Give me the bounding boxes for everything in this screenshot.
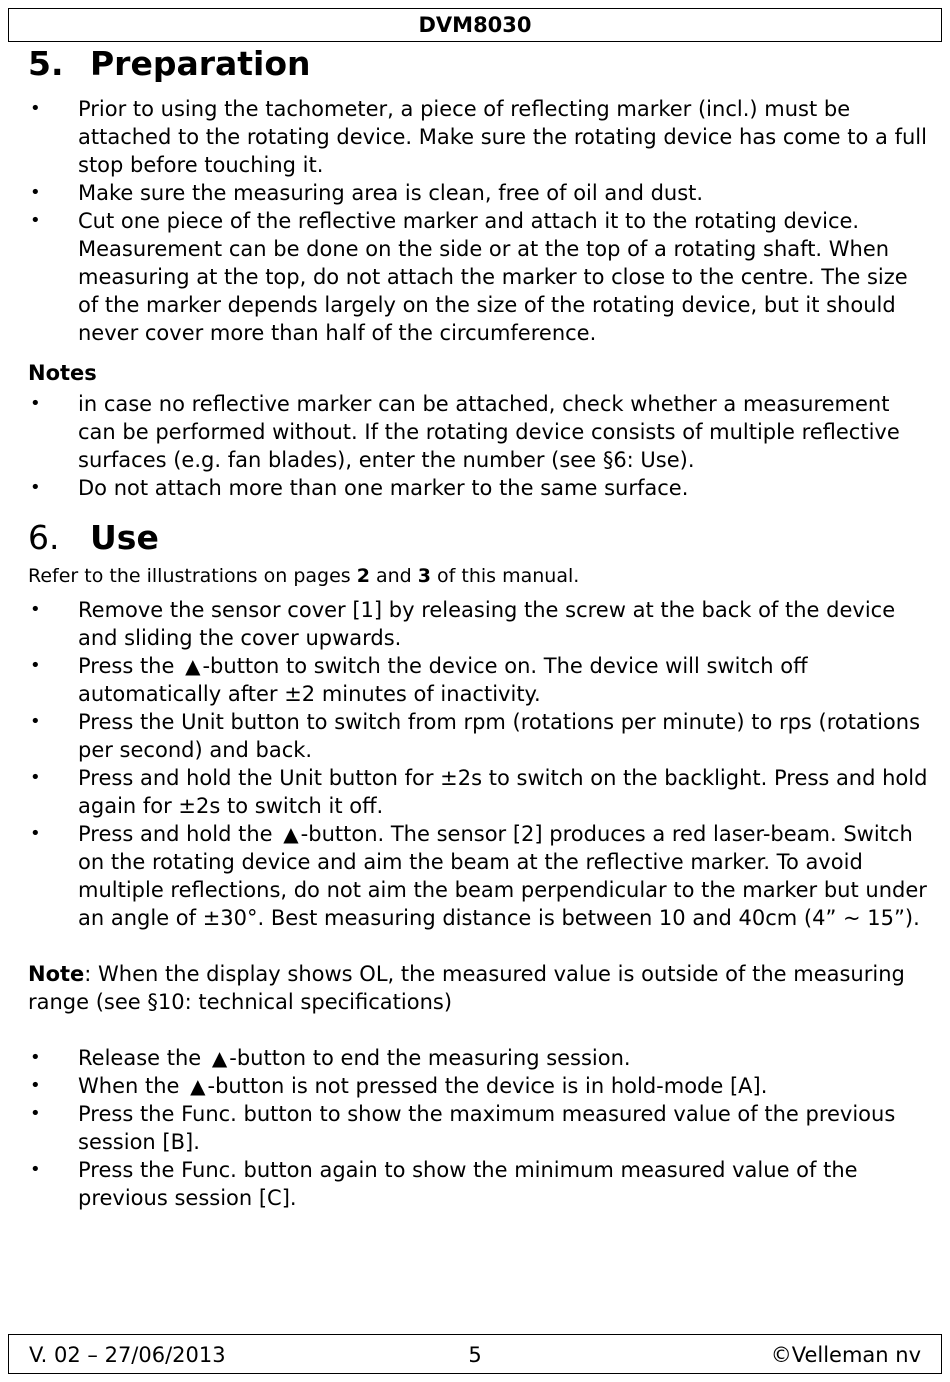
notes-list: [28, 390, 928, 502]
list-item: • Press and hold the ▲-button. The sensor [2] produces a red laser-beam. Switch on the rotating device and aim the beam at the reflective marker. To avoid multiple reflections, do not aim the beam perpendicular to the marker but under an angle of ±30°. Best measuring distance is between 10 and 40cm (4” ~ 15”).: [28, 820, 928, 932]
use-list: [28, 596, 928, 932]
list-item: • Press the ▲-button to switch the device on. The device will switch off automatically after ±2 minutes of inactivity.: [28, 652, 928, 708]
list-item: • Make sure the measuring area is clean, free of oil and dust.: [28, 179, 928, 207]
page-footer: [8, 1334, 942, 1374]
note-label: Note: [28, 962, 85, 986]
triangle-up-icon: ▲: [190, 1074, 206, 1098]
list-item: • Remove the sensor cover [1] by releasing the screw at the back of the device and sliding the cover upwards.: [28, 596, 928, 652]
preparation-list: [28, 95, 928, 347]
page-number: 5: [468, 1343, 482, 1367]
section-5-title: Preparation: [90, 44, 311, 83]
list-item: • Press and hold the Unit button for ±2s to switch on the backlight. Press and hold again for ±2s to switch it off.: [28, 764, 928, 820]
section-6-heading: [28, 516, 928, 560]
ref-page-2: 2: [356, 565, 370, 587]
page-header: [8, 8, 942, 42]
section-6-number: 6.: [28, 518, 60, 557]
section-5-heading: [28, 42, 928, 86]
list-item: • in case no reflective marker can be attached, check whether a measurement can be performed without. If the rotating device consists of multiple reflective surfaces (e.g. fan blades), enter the number (see §6: Use).: [28, 390, 928, 474]
notes-heading: Notes: [28, 361, 97, 385]
page-content: [28, 42, 928, 1212]
ref-text: of this manual.: [431, 565, 580, 587]
illustration-reference: [28, 562, 928, 590]
section-6-title: Use: [90, 518, 159, 557]
list-item: • Cut one piece of the reflective marker and attach it to the rotating device. Measurement can be done on the side or at the top of a rotating shaft. When measuring at the top, do not attach the marker to close to the centre. The size of the marker depends largely on the size of the rotating device, but it should never cover more than half of the circumference.: [28, 207, 928, 347]
list-item: • Press the Unit button to switch from rpm (rotations per minute) to rps (rotations per second) and back.: [28, 708, 928, 764]
triangle-up-icon: ▲: [185, 654, 201, 678]
ol-note: [28, 960, 928, 1016]
list-item: • Do not attach more than one marker to the same surface.: [28, 474, 928, 502]
list-item: • When the ▲-button is not pressed the device is in hold-mode [A].: [28, 1072, 928, 1100]
ref-text: Refer to the illustrations on pages: [28, 565, 357, 587]
triangle-up-icon: ▲: [211, 1046, 228, 1070]
list-item: • Prior to using the tachometer, a piece of reflecting marker (incl.) must be attached to the rotating device. Make sure the rotating device has come to a full stop before touching it.: [28, 95, 928, 179]
list-item: • Release the ▲-button to end the measuring session.: [28, 1044, 928, 1072]
section-5-number: 5.: [28, 44, 64, 83]
copyright: ©Velleman nv: [770, 1343, 921, 1367]
list-item: • Press the Func. button to show the maximum measured value of the previous session [B].: [28, 1100, 928, 1156]
list-item: • Press the Func. button again to show the minimum measured value of the previous session [C].: [28, 1156, 928, 1212]
version-date: V. 02 – 27/06/2013: [29, 1343, 226, 1367]
session-list: [28, 1044, 928, 1212]
ref-text: and: [369, 565, 418, 587]
header-title: DVM8030: [418, 13, 532, 37]
triangle-up-icon: ▲: [283, 822, 299, 846]
note-text: : When the display shows OL, the measured value is outside of the measuring range (see §10: technical specifications): [28, 962, 905, 1014]
ref-page-3: 3: [417, 565, 432, 587]
